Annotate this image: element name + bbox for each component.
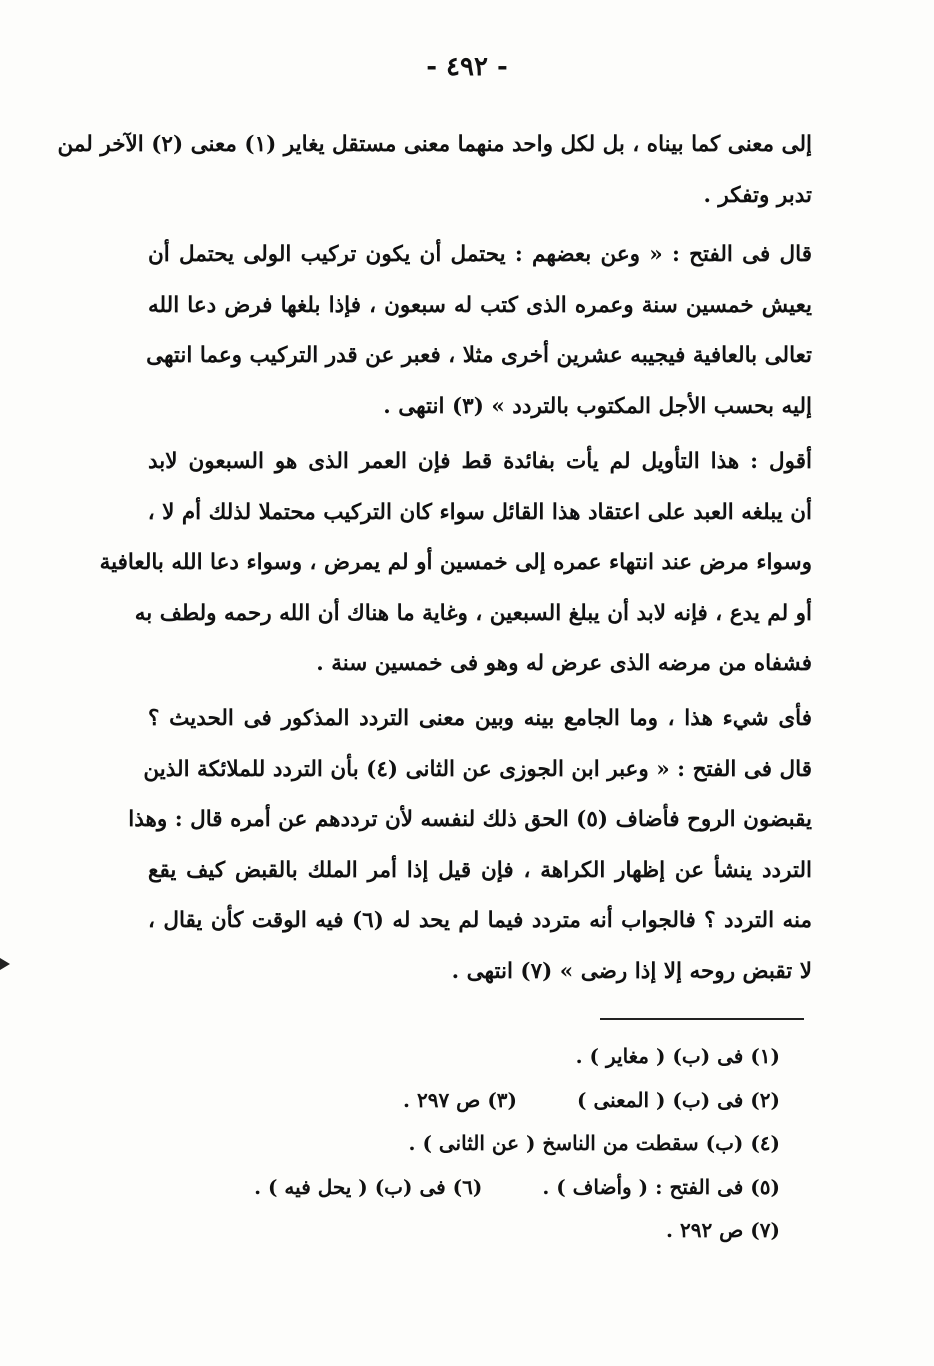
footnote-4: (٤) (ب) سقطت من الناسخ ( عن الثانى ) .	[408, 1131, 780, 1155]
footnote-row	[160, 1079, 780, 1123]
text-line: يقبضون الروح فأضاف (٥) الحق ذلك لنفسه لأن ترددهم عن أمره قال : وهذا	[128, 807, 812, 832]
text-line: إليه بحسب الأجل المكتوب بالتردد » (٣) انتهى .	[383, 393, 812, 419]
text-line: وسواء مرض عند انتهاء عمره إلى خمسين أو لم يمرض ، وسواء دعا الله بالعافية	[99, 550, 812, 575]
text-line: أقول : هذا التأويل لم يأت بفائدة قط فإن العمر الذى هو السبعون لابد	[148, 449, 812, 474]
text-line: قال فى الفتح : « وعن بعضهم : يحتمل أن يكون تركيب الولى يحتمل أن	[148, 242, 812, 267]
paragraph-4	[128, 694, 812, 997]
footnote-2: (٢) فى (ب) ( المعنى )	[577, 1087, 780, 1112]
text-line: تدبر وتفكر .	[703, 182, 812, 208]
footnote-row	[160, 1035, 780, 1079]
footnote-row	[160, 1209, 780, 1253]
footnote-7: (٧) ص ٢٩٢ .	[666, 1218, 780, 1242]
text-line: منه التردد ؟ فالجواب أنه متردد فيما لم يحد له (٦) فيه الوقت كأن يقال ،	[148, 908, 812, 933]
footnote-row	[160, 1166, 780, 1210]
text-line: فأى شيء هذا ، وما الجامع بينه وبين معنى التردد المذكور فى الحديث ؟	[148, 706, 812, 731]
footnote-6: (٦) فى (ب) ( يحل فيه ) .	[254, 1174, 483, 1199]
footnote-separator	[600, 1018, 804, 1020]
text-line: التردد ينشأ عن إظهار الكراهة ، فإن قيل إذا أمر الملك بالقبض كيف يقع	[148, 857, 812, 883]
text-line: تعالى بالعافية فيجيبه عشرين أخرى مثلا ، فعبر عن قدر التركيب وعما انتهى	[146, 343, 812, 368]
text-line: أو لم يدع ، فإنه لابد أن يبلغ السبعين ، وغاية ما هناك أن الله رحمه ولطف به	[134, 600, 812, 626]
paragraph-1	[57, 120, 812, 221]
paragraph-3	[99, 437, 812, 690]
text-line: فشفاه من مرضه الذى عرض له وهو فى خمسين سنة .	[316, 651, 812, 676]
text-line: قال فى الفتح : « وعبر ابن الجوزى عن الثانى (٤) بأن التردد للملائكة الذين	[143, 756, 812, 782]
footnote-3: (٣) ص ٢٩٧ .	[403, 1087, 518, 1112]
page-number: - ٤٩٢ -	[426, 52, 508, 82]
text-line: إلى معنى كما بيناه ، بل لكل واحد منهما معنى مستقل يغاير (١) معنى (٢) الآخر لمن	[57, 132, 812, 157]
footnote-1: (١) فى (ب) ( مغاير ) .	[575, 1044, 780, 1068]
text-line: لا تقبض روحه إلا إذا رضى » (٧) انتهى .	[451, 958, 812, 984]
paragraph-2	[148, 230, 812, 432]
footnotes	[160, 1035, 780, 1253]
footnote-5: (٥) فى الفتح : ( وأضاف ) .	[542, 1174, 780, 1199]
text-line: يعيش خمسين سنة وعمره الذى كتب له سبعون ، فإذا بلغها فرض دعا الله	[148, 292, 812, 318]
text-line: أن يبلغه العبد على اعتقاد هذا القائل سواء كان التركيب محتملا لذلك أم لا ،	[147, 499, 812, 525]
margin-arrow-icon	[0, 958, 10, 970]
footnote-row	[160, 1122, 780, 1166]
